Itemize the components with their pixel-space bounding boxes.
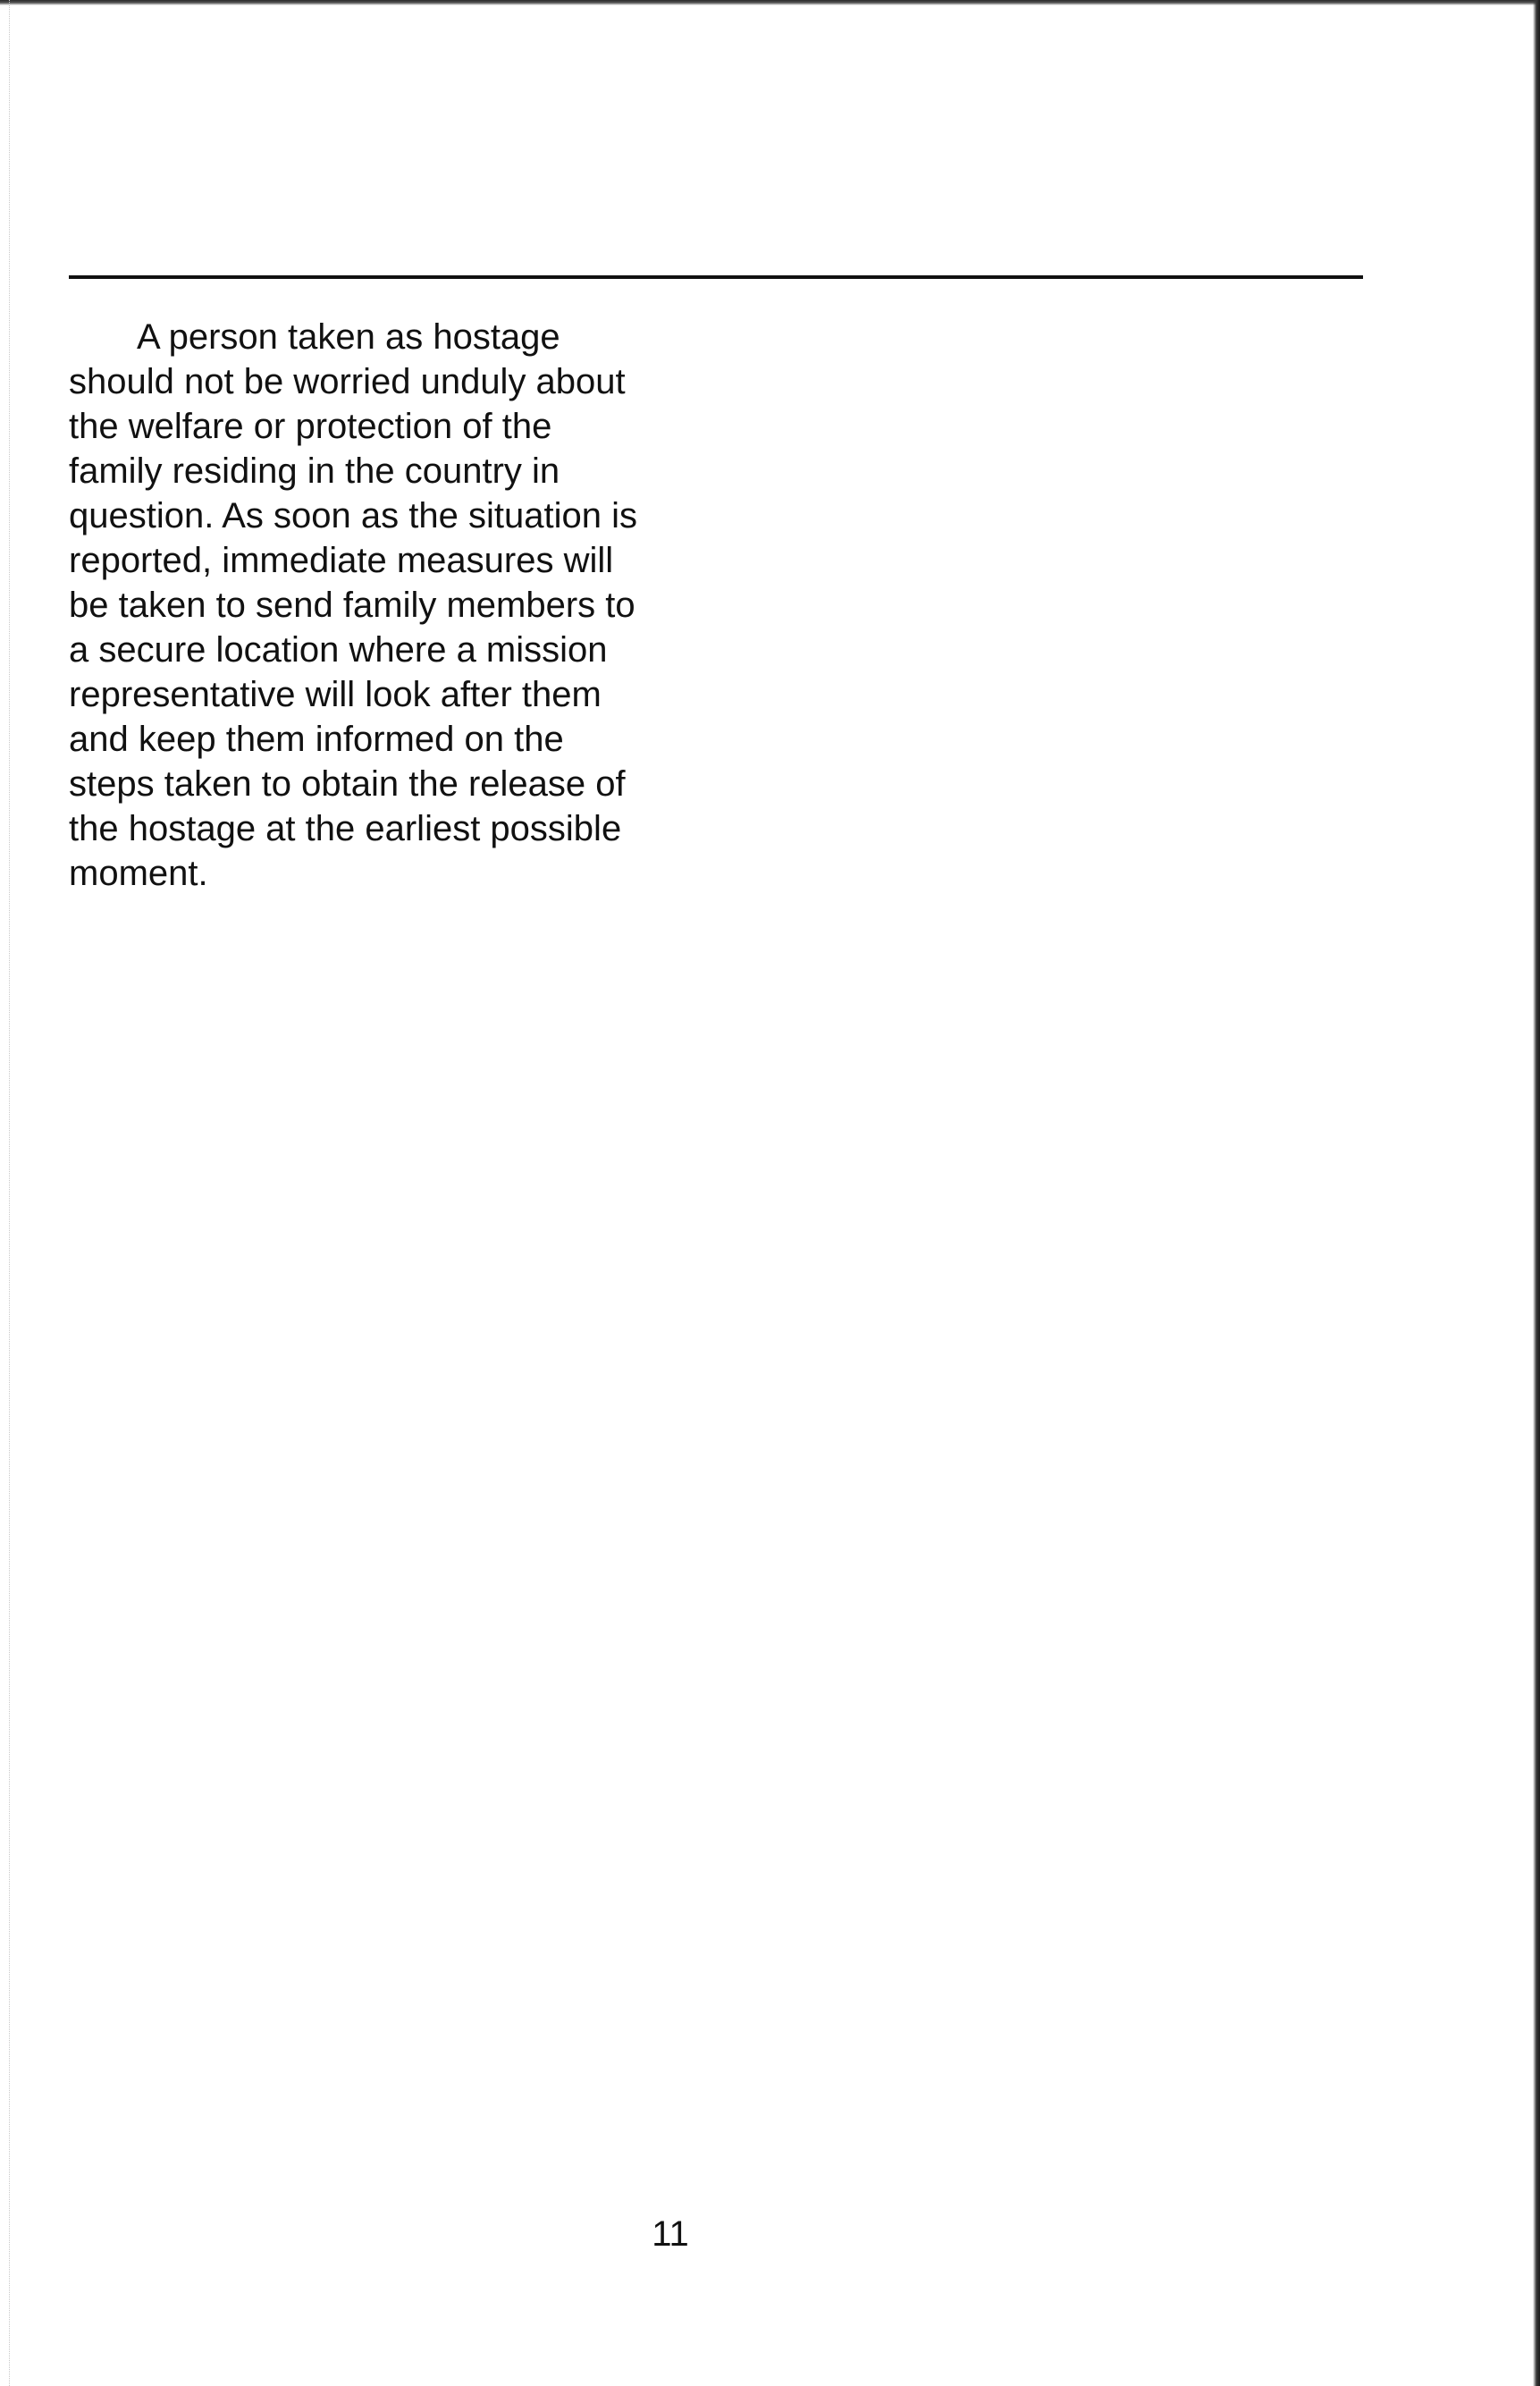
body-paragraph: A person taken as hostage should not be worried unduly about the welfare or protection of the family residing in the country in question. As soon as the situation is reported, immediate measures will be taken to send family members to a secure location where a mission representative will look after them and keep them informed on the steps taken to obtain the release of the hostage at the earliest possible moment.	[69, 317, 637, 893]
header-rule	[69, 275, 1363, 279]
scan-edge-left	[9, 0, 10, 2386]
scan-edge-right	[1533, 0, 1540, 2386]
page-number: 11	[652, 2214, 689, 2254]
scan-edge-top	[0, 0, 1540, 5]
